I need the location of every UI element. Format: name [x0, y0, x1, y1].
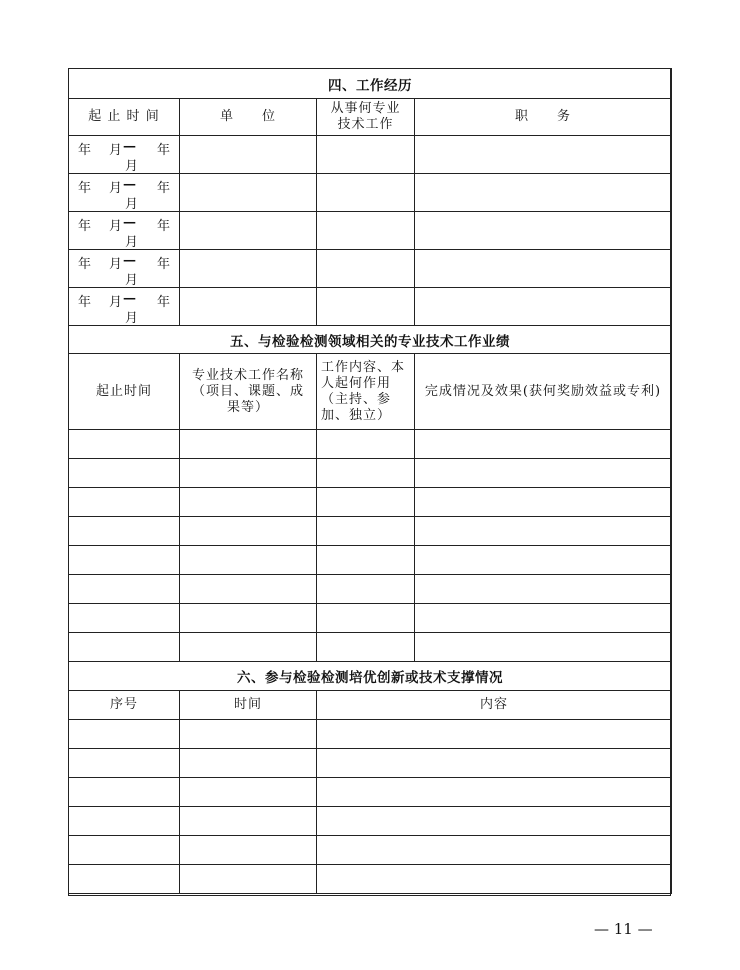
header-content: 内容 [317, 691, 672, 720]
period-cell[interactable] [69, 546, 180, 575]
index-cell[interactable] [69, 749, 180, 778]
index-cell[interactable] [69, 720, 180, 749]
content-cell[interactable] [317, 778, 672, 807]
role-cell[interactable] [317, 517, 415, 546]
header-role: 工作内容、本人起何作用（主持、参加、独立） [317, 354, 415, 430]
section-6-header-row [69, 691, 672, 720]
section-6-title: 六、参与检验检测培优创新或技术支撑情况 [69, 662, 672, 691]
period-cell[interactable] [69, 517, 180, 546]
role-cell[interactable] [317, 575, 415, 604]
header-position: 职 务 [415, 99, 672, 136]
date-range-cell[interactable]: 年 月 — 年 月 [69, 250, 180, 288]
time-cell[interactable] [180, 807, 317, 836]
support-row [69, 749, 672, 778]
specialty-cell[interactable] [317, 288, 415, 326]
form-table [68, 68, 672, 894]
work-history-row [69, 174, 672, 212]
project-cell[interactable] [180, 575, 317, 604]
period-cell[interactable] [69, 575, 180, 604]
unit-cell[interactable] [180, 288, 317, 326]
header-unit: 单 位 [180, 99, 317, 136]
header-result: 完成情况及效果(获何奖励效益或专利) [415, 354, 672, 430]
section-5-title: 五、与检验检测领域相关的专业技术工作业绩 [69, 326, 672, 354]
project-cell[interactable] [180, 430, 317, 459]
work-history-row [69, 250, 672, 288]
period-cell[interactable] [69, 604, 180, 633]
result-cell[interactable] [415, 546, 672, 575]
result-cell[interactable] [415, 430, 672, 459]
result-cell[interactable] [415, 459, 672, 488]
project-cell[interactable] [180, 604, 317, 633]
page-number: — 11 — [594, 920, 653, 938]
section-4-title-row [69, 69, 672, 99]
achievement-row [69, 633, 672, 662]
specialty-cell[interactable] [317, 136, 415, 174]
content-cell[interactable] [317, 836, 672, 865]
unit-cell[interactable] [180, 212, 317, 250]
support-row [69, 778, 672, 807]
unit-cell[interactable] [180, 136, 317, 174]
header-project-name: 专业技术工作名称（项目、课题、成果等） [180, 354, 317, 430]
index-cell[interactable] [69, 778, 180, 807]
content-cell[interactable] [317, 749, 672, 778]
unit-cell[interactable] [180, 174, 317, 212]
time-cell[interactable] [180, 836, 317, 865]
result-cell[interactable] [415, 575, 672, 604]
content-cell[interactable] [317, 720, 672, 749]
role-cell[interactable] [317, 633, 415, 662]
position-cell[interactable] [415, 136, 672, 174]
position-cell[interactable] [415, 288, 672, 326]
index-cell[interactable] [69, 836, 180, 865]
role-cell[interactable] [317, 604, 415, 633]
index-cell[interactable] [69, 807, 180, 836]
support-row [69, 807, 672, 836]
content-cell[interactable] [317, 865, 672, 894]
achievement-row [69, 575, 672, 604]
specialty-cell[interactable] [317, 212, 415, 250]
period-cell[interactable] [69, 488, 180, 517]
result-cell[interactable] [415, 488, 672, 517]
header-specialty: 从事何专业技术工作 [317, 99, 415, 136]
support-row [69, 836, 672, 865]
result-cell[interactable] [415, 604, 672, 633]
time-cell[interactable] [180, 749, 317, 778]
header-period: 起 止 时 间 [69, 99, 180, 136]
project-cell[interactable] [180, 488, 317, 517]
date-range-cell[interactable]: 年 月 — 年 月 [69, 136, 180, 174]
role-cell[interactable] [317, 430, 415, 459]
date-range-cell[interactable]: 年 月 — 年 月 [69, 212, 180, 250]
section-4-title: 四、工作经历 [69, 69, 672, 99]
project-cell[interactable] [180, 546, 317, 575]
position-cell[interactable] [415, 212, 672, 250]
position-cell[interactable] [415, 250, 672, 288]
content-cell[interactable] [317, 807, 672, 836]
achievement-row [69, 430, 672, 459]
work-history-row [69, 212, 672, 250]
time-cell[interactable] [180, 865, 317, 894]
header-period: 起止时间 [69, 354, 180, 430]
header-index: 序号 [69, 691, 180, 720]
project-cell[interactable] [180, 517, 317, 546]
unit-cell[interactable] [180, 250, 317, 288]
role-cell[interactable] [317, 546, 415, 575]
achievement-row [69, 488, 672, 517]
specialty-cell[interactable] [317, 250, 415, 288]
support-row [69, 865, 672, 894]
achievement-row [69, 546, 672, 575]
role-cell[interactable] [317, 459, 415, 488]
project-cell[interactable] [180, 459, 317, 488]
project-cell[interactable] [180, 633, 317, 662]
time-cell[interactable] [180, 720, 317, 749]
form-sheet [68, 68, 671, 896]
section-4-header-row [69, 99, 672, 136]
period-cell[interactable] [69, 430, 180, 459]
result-cell[interactable] [415, 633, 672, 662]
period-cell[interactable] [69, 459, 180, 488]
section-5-title-row [69, 326, 672, 354]
work-history-row [69, 288, 672, 326]
index-cell[interactable] [69, 865, 180, 894]
achievement-row [69, 604, 672, 633]
work-history-row [69, 136, 672, 174]
period-cell[interactable] [69, 633, 180, 662]
specialty-cell[interactable] [317, 174, 415, 212]
time-cell[interactable] [180, 778, 317, 807]
header-time: 时间 [180, 691, 317, 720]
section-5-header-row [69, 354, 672, 430]
date-range-cell[interactable]: 年 月 — 年 月 [69, 174, 180, 212]
support-row [69, 720, 672, 749]
achievement-row [69, 517, 672, 546]
section-6-title-row [69, 662, 672, 691]
achievement-row [69, 459, 672, 488]
position-cell[interactable] [415, 174, 672, 212]
result-cell[interactable] [415, 517, 672, 546]
date-range-cell[interactable]: 年 月 — 年 月 [69, 288, 180, 326]
role-cell[interactable] [317, 488, 415, 517]
